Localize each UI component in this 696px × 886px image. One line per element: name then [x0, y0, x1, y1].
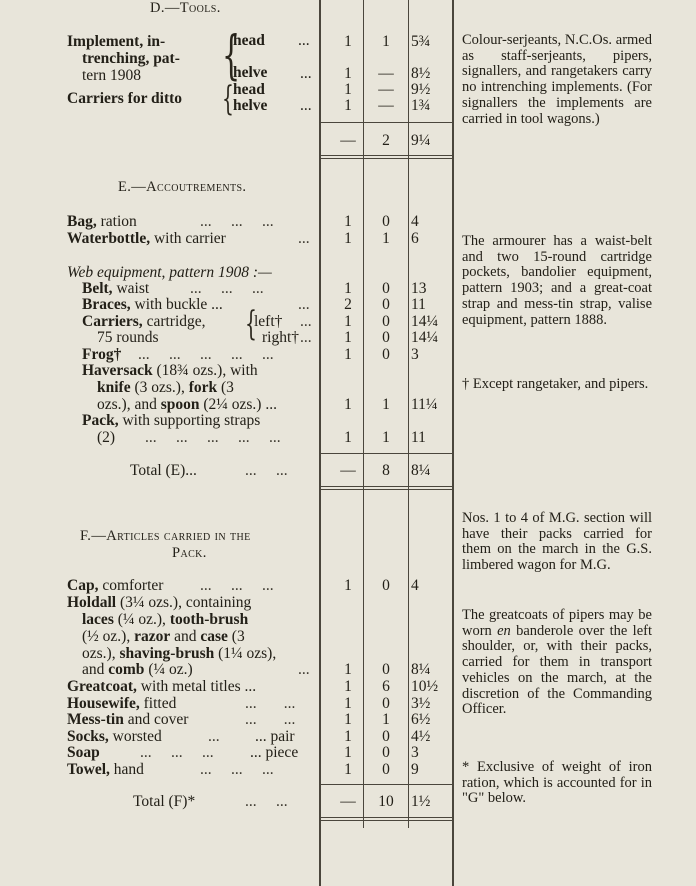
item-label: Greatcoat, with metal titles ...: [67, 678, 257, 695]
footnote-text: † Except rangetaker, and pipers.: [462, 376, 649, 392]
item-label: (½ oz.), razor and case (3: [82, 628, 245, 645]
total-cell: —: [340, 462, 356, 479]
value-cell: 1: [344, 81, 352, 98]
leader-dots: ...: [298, 32, 310, 49]
footnote-text: * Exclusive of weight of iron ration, which is accounted for in "G" below.: [462, 759, 652, 807]
leader-dots: ... ... ...: [140, 744, 214, 761]
brace-icon: {: [222, 79, 234, 119]
value-cell: 1: [344, 230, 352, 247]
item-label: tern 1908: [82, 67, 141, 84]
value-cell: 4: [411, 213, 419, 230]
total-label: Total (E)...: [130, 462, 197, 479]
value-cell: 6: [411, 230, 419, 247]
value-cell: 0: [382, 346, 390, 363]
total-rule: [320, 486, 452, 487]
value-cell: 2: [344, 296, 352, 313]
total-cell: 1½: [411, 793, 431, 810]
item-label: Mess-tin and cover: [67, 711, 189, 728]
value-cell: 1¾: [411, 97, 431, 114]
value-cell: 13: [411, 280, 427, 297]
note-text: The greatcoats of pipers may be worn en banderole over the left shoulder, or, with their packs, carried for them in transport vehicles on the march, at the discretion of the Commanding Officer.: [462, 607, 652, 718]
item-label: laces (¼ oz.), tooth-brush: [82, 611, 249, 628]
item-label: Implement, in-: [67, 33, 166, 50]
value-cell: 11: [411, 429, 426, 446]
section-f-heading: Pack.: [172, 545, 207, 561]
leader-dots: ...: [300, 65, 312, 82]
value-cell: 1: [344, 678, 352, 695]
value-cell: 4½: [411, 728, 431, 745]
value-cell: 0: [382, 761, 390, 778]
value-cell: 8¼: [411, 661, 431, 678]
value-cell: 1: [344, 329, 352, 346]
value-cell: 9: [411, 761, 419, 778]
value-cell: 11: [411, 296, 426, 313]
leader-dots: ...: [300, 329, 312, 346]
value-cell: 0: [382, 661, 390, 678]
item-label: ozs.), shaving-brush (1¼ ozs),: [82, 645, 277, 662]
section-e-heading: E.—Accoutrements.: [118, 179, 247, 195]
value-cell: 14¼: [411, 313, 439, 330]
item-label: Socks, worsted: [67, 728, 162, 745]
value-cell: 1: [344, 728, 352, 745]
value-cell: 1: [382, 396, 390, 413]
value-cell: 1: [382, 711, 390, 728]
value-cell: 1: [344, 711, 352, 728]
value-cell: 3½: [411, 695, 431, 712]
item-label: Towel, hand: [67, 761, 144, 778]
section-d-heading: D.—Tools.: [150, 0, 221, 16]
total-cell: 10: [378, 793, 394, 810]
leader-dots: ...: [300, 313, 312, 330]
item-label: Belt, waist: [82, 280, 150, 297]
total-rule: [320, 820, 452, 821]
item-label: Braces, with buckle ...: [82, 296, 223, 313]
item-part: helve: [233, 97, 268, 114]
value-cell: 0: [382, 329, 390, 346]
item-label: (2): [97, 429, 116, 446]
total-rule: [320, 489, 452, 490]
value-cell: 1: [344, 577, 352, 594]
leader-dots: ... ...: [245, 462, 288, 479]
unit-label: ... piece: [250, 744, 299, 761]
item-label: Housewife, fitted: [67, 695, 177, 712]
item-label: Bag, ration: [67, 213, 137, 230]
value-cell: 1: [344, 97, 352, 114]
item-label: Cap, comforter: [67, 577, 164, 594]
total-cell: —: [340, 132, 356, 149]
leader-dots: ... ... ...: [200, 213, 274, 230]
value-cell: 0: [382, 313, 390, 330]
value-cell: —: [378, 65, 394, 82]
value-cell: 1: [344, 761, 352, 778]
total-cell: 8¼: [411, 462, 431, 479]
value-cell: 5¾: [411, 33, 431, 50]
value-cell: 3: [411, 744, 419, 761]
value-cell: 0: [382, 695, 390, 712]
value-cell: 6½: [411, 711, 431, 728]
value-cell: 0: [382, 280, 390, 297]
value-cell: 1: [344, 695, 352, 712]
note-text: Colour-serjeants, N.C.Os. armed as staff-serjeants, pipers, signallers, and rangetakers carry no intrenching implements. (For signallers the implements are carried in tool wagons.): [462, 32, 652, 127]
column-rule: [319, 0, 321, 886]
value-cell: 1: [344, 661, 352, 678]
unit-label: ... pair: [255, 728, 295, 745]
total-rule: [320, 817, 452, 818]
value-cell: 9½: [411, 81, 431, 98]
leader-dots: ...: [298, 296, 310, 313]
note-text: Nos. 1 to 4 of M.G. section will have their packs carried for them on the march in the G.S. limbered wagon for M.G.: [462, 510, 652, 574]
subheading: Web equipment, pattern 1908 :—: [67, 264, 272, 281]
value-cell: 10½: [411, 678, 439, 695]
item-label: Waterbottle, with carrier: [67, 230, 226, 247]
value-cell: 4: [411, 577, 419, 594]
value-cell: 1: [382, 33, 390, 50]
item-label: ozs.), and spoon (2¼ ozs.) ...: [97, 396, 277, 413]
total-rule: [320, 155, 452, 156]
total-rule: [320, 784, 452, 785]
brace-icon: {: [245, 304, 257, 344]
value-cell: 1: [344, 280, 352, 297]
leader-dots: ... ... ...: [200, 577, 274, 594]
brace-icon: {: [222, 26, 241, 86]
value-cell: 6: [382, 678, 390, 695]
leader-dots: ... ...: [245, 793, 288, 810]
item-label: Holdall (3¼ ozs.), containing: [67, 594, 252, 611]
item-label: Haversack (18¾ ozs.), with: [82, 362, 258, 379]
value-cell: 1: [382, 230, 390, 247]
total-label: Total (F)*: [133, 793, 196, 810]
total-rule: [320, 453, 452, 454]
item-label: Carriers for ditto: [67, 90, 183, 107]
column-rule: [452, 0, 454, 886]
leader-dots: ...: [300, 97, 312, 114]
item-label: and comb (¼ oz.): [82, 661, 193, 678]
item-label: Carriers, cartridge,: [82, 313, 206, 330]
value-cell: 3: [411, 346, 419, 363]
item-part: head: [233, 32, 265, 49]
value-cell: —: [378, 97, 394, 114]
value-cell: 1: [344, 33, 352, 50]
total-cell: 8: [382, 462, 390, 479]
item-part: right†: [262, 329, 300, 346]
total-cell: 2: [382, 132, 390, 149]
value-cell: 1: [344, 65, 352, 82]
leader-dots: ... ... ...: [190, 280, 264, 297]
value-cell: 11¼: [411, 396, 438, 413]
item-part: head: [233, 81, 265, 98]
leader-dots: ... ... ...: [200, 761, 274, 778]
leader-dots: ...: [298, 230, 310, 247]
item-label: 75 rounds: [97, 329, 159, 346]
item-label: knife (3 ozs.), fork (3: [97, 379, 234, 396]
leader-dots: ... ...: [245, 695, 296, 712]
value-cell: 14¼: [411, 329, 439, 346]
leader-dots: ...: [208, 728, 220, 745]
value-cell: 8½: [411, 65, 431, 82]
value-cell: 1: [344, 744, 352, 761]
item-label: Soap: [67, 744, 100, 761]
item-label: Frog†: [82, 346, 122, 363]
value-cell: 1: [344, 346, 352, 363]
leader-dots: ... ... ... ... ...: [145, 429, 281, 446]
value-cell: 0: [382, 296, 390, 313]
total-rule: [320, 122, 452, 123]
item-part: helve: [233, 64, 268, 81]
value-cell: 0: [382, 728, 390, 745]
total-rule: [320, 158, 452, 159]
leader-dots: ... ... ... ... ...: [138, 346, 274, 363]
value-cell: 0: [382, 577, 390, 594]
leader-dots: ... ...: [245, 711, 296, 728]
note-text: The armourer has a waist-belt and two 15-round cartridge pockets, bandolier equipment, pattern 1903; and a great-coat strap and mess-tin strap, valise equipment, pattern 1888.: [462, 233, 652, 328]
value-cell: 1: [344, 429, 352, 446]
item-part: left†: [254, 313, 283, 330]
value-cell: 0: [382, 744, 390, 761]
total-cell: 9¼: [411, 132, 431, 149]
item-label: Pack, with supporting straps: [82, 412, 261, 429]
total-cell: —: [340, 793, 356, 810]
column-rule: [408, 0, 409, 828]
value-cell: 1: [382, 429, 390, 446]
section-f-heading: F.—Articles carried in the: [80, 528, 251, 544]
value-cell: —: [378, 81, 394, 98]
item-label: trenching, pat-: [82, 50, 180, 67]
value-cell: 1: [344, 396, 352, 413]
value-cell: 0: [382, 213, 390, 230]
leader-dots: ...: [298, 661, 310, 678]
value-cell: 1: [344, 213, 352, 230]
value-cell: 1: [344, 313, 352, 330]
